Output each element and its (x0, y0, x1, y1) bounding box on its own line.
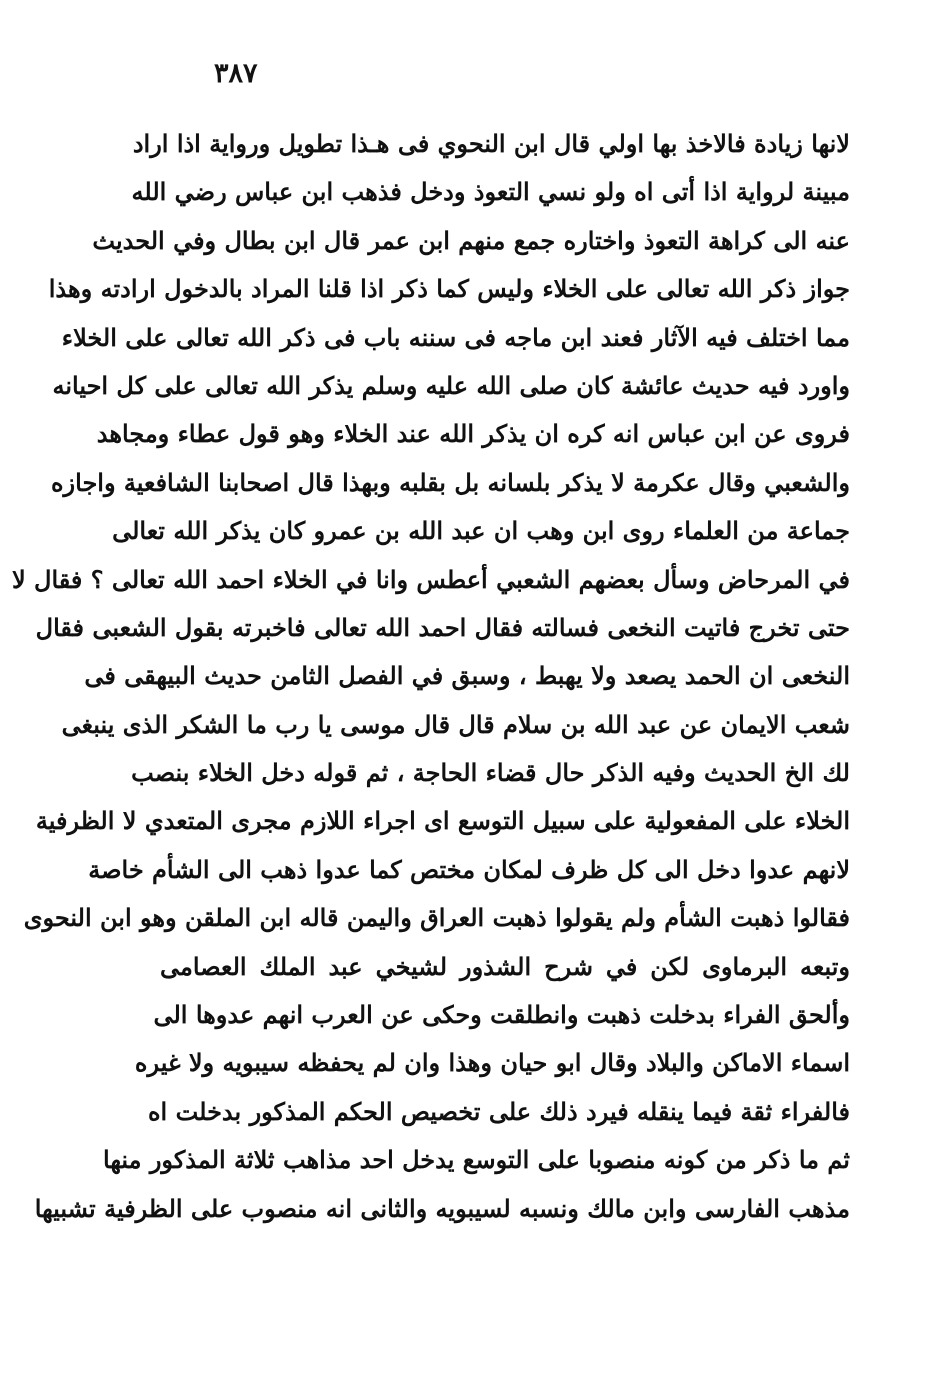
text-line: والشعبي وقال عكرمة لا يذكر بلسانه بل بقلبه وبهذا قال اصحابنا الشافعية واجازه (50, 467, 850, 497)
text-line: وألحق الفراء بدخلت ذهبت وانطلقت وحكى عن العرب انهم عدوها الى (153, 1000, 850, 1030)
text-line: لانهم عدوا دخل الى كل ظرف لمكان مختص كما عدوا ذهب الى الشأم خاصة (88, 854, 850, 884)
text-line: لانها زيادة فالاخذ بها اولي قال ابن النحوي فى هـذا تطويل ورواية اذا اراد (132, 129, 850, 158)
text-line: فالفراء ثقة فيما ينقله فيرد ذلك على تخصيص الحكم المذكور بدخلت اه (147, 1096, 850, 1126)
text-line: مبينة لرواية اذا أتى اه ولو نسي التعوذ ودخل فذهب ابن عباس رضي الله (131, 177, 850, 207)
text-line: فقالوا ذهبت الشأم ولم يقولوا ذهبت العراق واليمن قاله ابن الملقن وهو ابن النحوى (23, 903, 850, 933)
text-line: فروى عن ابن عباس انه كره ان يذكر الله عند الخلاء وهو قول عطاء ومجاهد (96, 419, 850, 449)
text-line: حتى تخرج فاتيت النخعى فسالته فقال احمد الله تعالى فاخبرته بقول الشعبى فقال (35, 612, 850, 642)
text-line: جماعة من العلماء روى ابن وهب ان عبد الله بن عمرو كان يذكر الله تعالى (112, 516, 850, 546)
text-line: مما اختلف فيه الآثار فعند ابن ماجه فى سننه باب فى ذكر الله تعالى على الخلاء (61, 322, 850, 352)
text-line: ثم ما ذكر من كونه منصوبا على التوسع يدخل احد مذاهب ثلاثة المذكور منها (103, 1145, 850, 1175)
text-line: وتبعه البرماوى لكن في شرح الشذور لشيخي عبد الملك العصامى (160, 951, 850, 981)
text-line: واورد فيه حديث عائشة كان صلى الله عليه وسلم يذكر الله تعالى على كل احيانه (52, 370, 850, 400)
text-line: شعب الايمان عن عبد الله بن سلام قال قال موسى يا رب ما الشكر الذى ينبغى (61, 709, 850, 739)
text-line: اسماء الاماكن والبلاد وقال ابو حيان وهذا وان لم يحفظه سيبويه ولا غيره (134, 1048, 850, 1078)
text-line: النخعى ان الحمد يصعد ولا يهبط ، وسبق في الفصل الثامن حديث البيهقى فى (84, 661, 850, 691)
text-line: الخلاء على المفعولية على سبيل التوسع اى اجراء اللازم مجرى المتعدي لا الظرفية (35, 806, 850, 836)
text-line: في المرحاض وسأل بعضهم الشعبي أعطس وانا في الخلاء احمد الله تعالى ؟ فقال لا (11, 564, 850, 594)
text-line: مذهب الفارسى وابن مالك ونسبه لسيبويه والثانى انه منصوب على الظرفية تشبيها (34, 1193, 850, 1223)
text-line: لك الخ الحديث وفيه الذكر حال قضاء الحاجة ، ثم قوله دخل الخلاء بنصب (131, 758, 850, 788)
body-text (11, 120, 850, 1233)
page-number: ٣٨٧ (214, 58, 258, 89)
text-line: جواز ذكر الله تعالى على الخلاء وليس كما ذكر اذا قلنا المراد بالدخول ارادته وهذا (48, 274, 850, 304)
text-line: عنه الى كراهة التعوذ واختاره جمع منهم ابن عمر قال ابن بطال وفي الحديث (92, 225, 850, 255)
